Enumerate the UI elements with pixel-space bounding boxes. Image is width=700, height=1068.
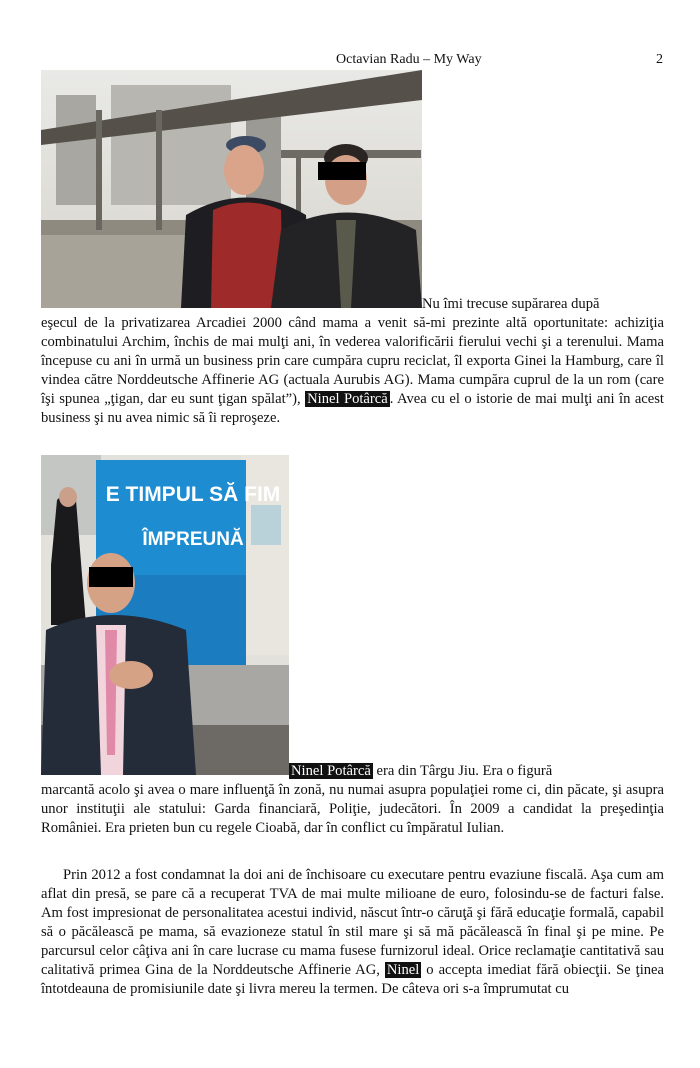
photo-1-drawing: [41, 70, 422, 308]
paragraph-2-body: marcantă acolo şi avea o mare influenţă în zonă, nu numai asupra populaţiei rome ci, din păcate, şi asupra unor instituţii ale statului: Garda financiară, Poliţie, judecători. În 2009 a candidat la preşedinţia României. Era prieten bun cu regele Cioabă, dar în conflict cu împăratul Iulian.: [41, 782, 664, 836]
photo-industrial-site: [41, 70, 422, 308]
paragraph-3-body: [41, 866, 664, 999]
paragraph-3: [41, 866, 664, 999]
paragraph-1-text-a: eşecul de la privatizarea Arcadiei 2000 când mama a venit să-mi prezinte altă oportunitate: achiziţia combinatului Archim, închis de mai mulţi ani, în vederea valorificării fierului vechi şi a terenului. Mama începuse cu ani în urmă un business prin care cumpăra cupru reciclat, îl exporta Ginei la Hamburg, care îl vindea către Norddeutsche Affinerie AG (actuala Aurubis AG). Mama cumpăra cuprul de la un rom (care îşi spunea „ţigan, dar eu sunt ţigan spălat”),: [41, 315, 664, 407]
paragraph-3-text-a: Prin 2012 a fost condamnat la doi ani de închisoare cu executare pentru evaziune fiscală. Aşa cum am aflat din presă, se pare că a recuperat TVA de mai multe milioane de euro, folosindu-se de facturi false. Am fost impresionat de personalitatea acestui individ, născut într-o căruţă şi fără educaţie formală, capabil să o păcălească pe mama, să evazioneze statul în stil mare şi să mă păcălească în final şi pe mine. Pe parcursul celor câţiva ani în care lucrase cu mama fusese furnizorul ideal. Orice reclamaţie cantitativă sau calitativă primea Gina de la Norddeutsche Affinerie AG,: [41, 867, 664, 978]
redacted-name-ninel: Ninel: [386, 962, 420, 978]
sign-text-line-2: ÎMPREUNĂ: [142, 529, 244, 550]
running-title: Octavian Radu – My Way: [336, 52, 482, 67]
paragraph-3-text-b: o accepta imediat fără obiecţii. Se ţinea întotdeauna de promisiunile date şi livra mereu la termen. De câteva ori s-a împrumutat cu: [41, 962, 664, 997]
photo-campaign-sign: [41, 455, 289, 775]
paragraph-2-first-line: [41, 762, 664, 781]
paragraph-2: [41, 762, 664, 838]
paragraph-1-text-b: . Avea cu el o istorie de mai mulţi ani în acest business şi nu avea nimic să îi reproşeze.: [41, 391, 664, 426]
paragraph-1-first-line: Nu îmi trecuse supărarea după: [422, 296, 600, 312]
paragraph-2-text-a: era din Târgu Jiu. Era o figură: [376, 763, 553, 779]
page-header: [0, 52, 700, 70]
paragraph-1-body: [41, 314, 664, 428]
redacted-name-ninel-potarca: Ninel Potârcă: [307, 391, 388, 407]
paragraph-1: [41, 295, 664, 428]
page-number: 2: [656, 52, 663, 67]
sign-text-line-1: E TIMPUL SĂ FIM: [105, 483, 281, 506]
redacted-name-ninel-potarca: Ninel Potârcă: [291, 763, 371, 779]
